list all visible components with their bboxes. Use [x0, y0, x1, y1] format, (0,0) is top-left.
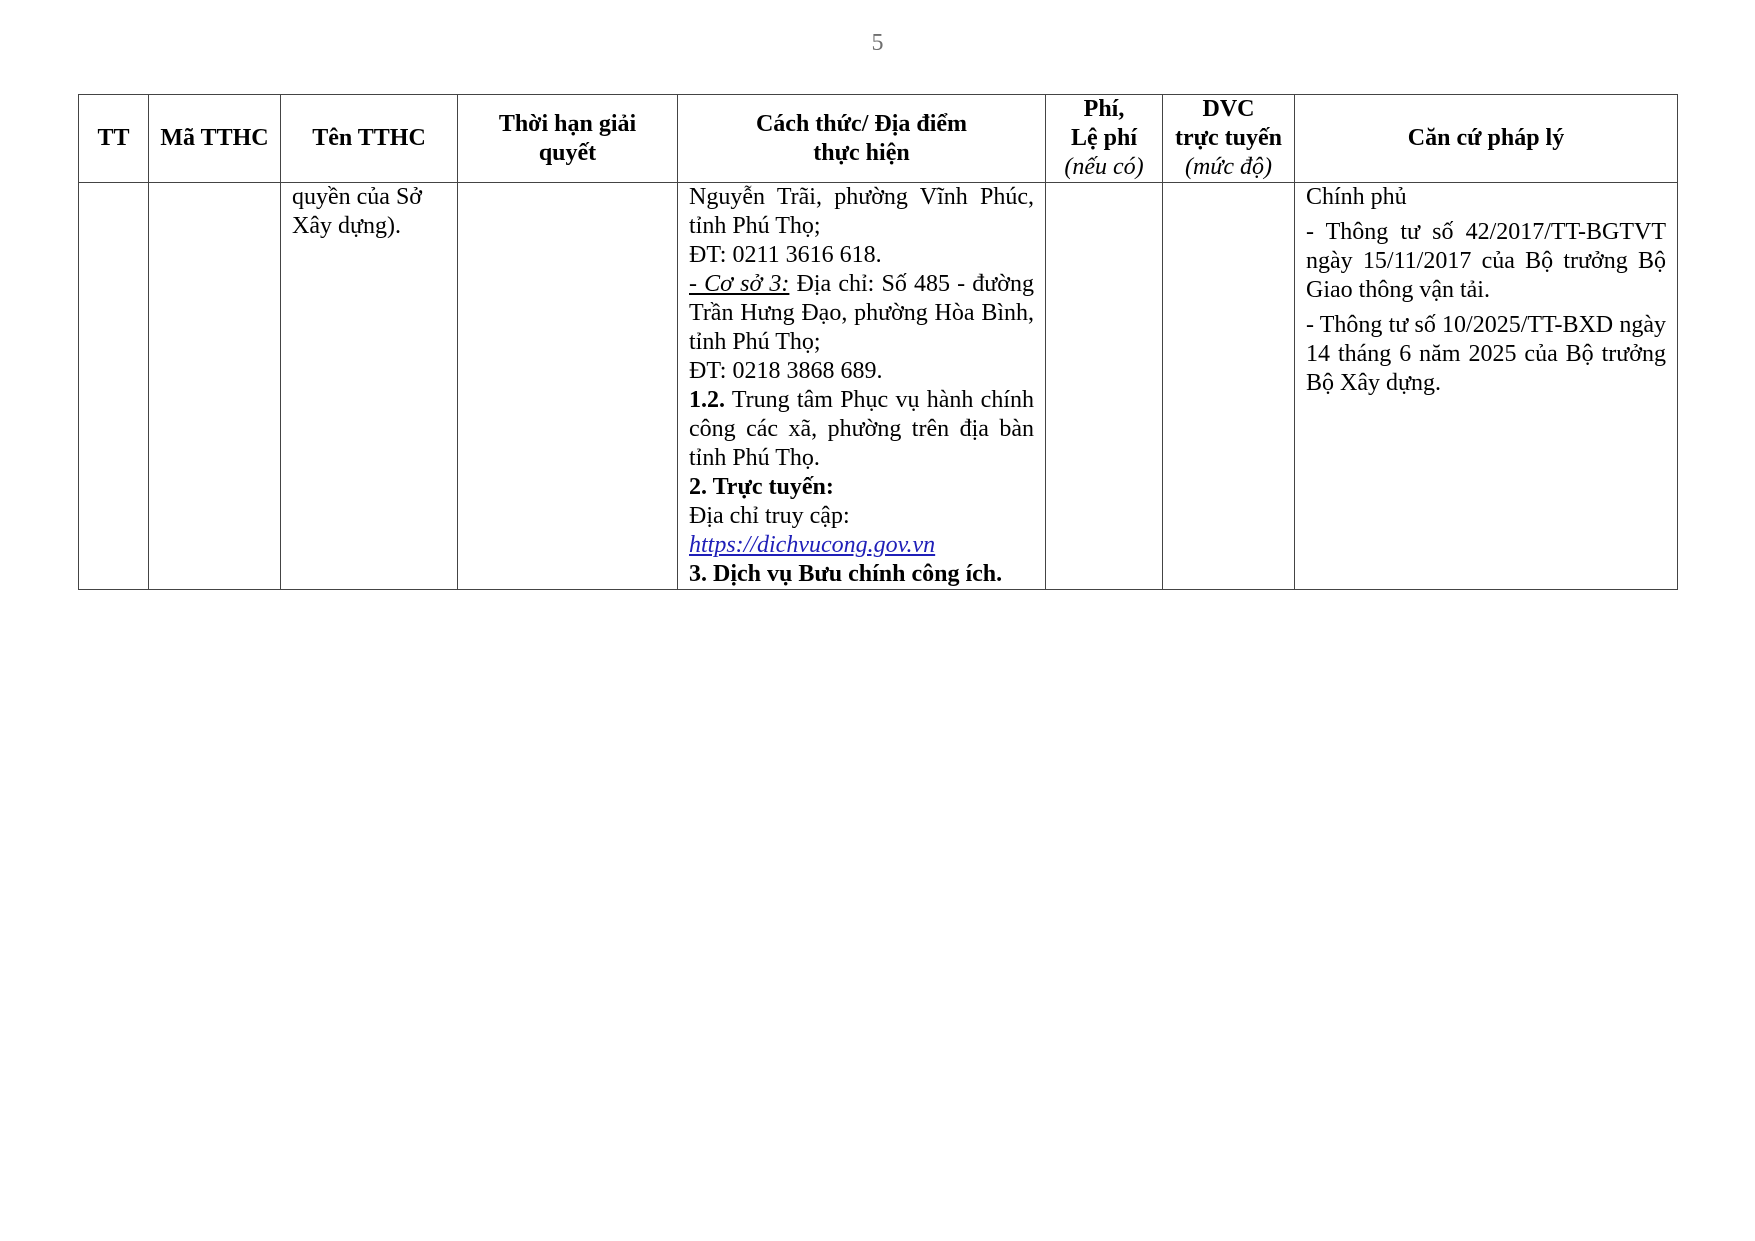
co-so-3-entry [689, 270, 1034, 357]
access-label: Địa chỉ truy cập: [689, 503, 850, 529]
address-continued: Nguyễn Trãi, phường Vĩnh Phúc, tỉnh Phú Thọ; [689, 184, 1034, 239]
phone-co-so-3: ĐT: 0218 3868 689. [689, 358, 883, 384]
procedure-table [78, 94, 1678, 590]
page-number: 5 [871, 30, 884, 56]
cell-can-cu [1295, 183, 1678, 590]
legal-basis-line-1: Chính phủ [1306, 184, 1407, 210]
cell-phi [1046, 183, 1163, 590]
header-cach-thuc [678, 95, 1046, 183]
header-phi-line1: Phí, [1083, 96, 1125, 122]
header-dvc-line2: trực tuyến [1174, 125, 1283, 151]
header-phi [1046, 95, 1163, 183]
header-cach-thuc-line2: thực hiện [813, 139, 910, 166]
access-link-line [689, 531, 1034, 560]
table-header-row [79, 95, 1678, 183]
cell-thoi-han [458, 183, 678, 590]
item-2-heading: 2. Trực tuyến: [689, 474, 834, 500]
header-ma-tthc: Mã TTHC [149, 95, 281, 183]
item-3-heading: 3. Dịch vụ Bưu chính công ích. [689, 561, 1003, 587]
table-row [79, 183, 1678, 590]
legal-basis-line-3: - Thông tư số 10/2025/TT-BXD ngày 14 tháng 6 năm 2025 của Bộ trưởng Bộ Xây dựng. [1306, 312, 1666, 396]
header-thoi-han: Thời hạn giải quyết [458, 95, 678, 183]
header-dvc [1163, 95, 1295, 183]
cell-tt [79, 183, 149, 590]
co-so-3-text: Địa chỉ: Số 485 - đường Trần Hưng Đạo, phường Hòa Bình, tỉnh Phú Thọ; [689, 271, 1034, 355]
header-phi-line2: Lệ phí [1070, 125, 1138, 151]
cell-ten-tthc: quyền của Sở Xây dựng). [281, 183, 458, 590]
phone-co-so-2: ĐT: 0211 3616 618. [689, 242, 882, 268]
header-ten-tthc: Tên TTHC [281, 95, 458, 183]
cell-dvc [1163, 183, 1295, 590]
header-cach-thuc-line1: Cách thức/ Địa điểm [755, 110, 968, 137]
legal-basis-line-2: - Thông tư số 42/2017/TT-BGTVT ngày 15/11/2017 của Bộ trưởng Bộ Giao thông vận tải. [1306, 219, 1666, 303]
header-tt: TT [79, 95, 149, 183]
portal-link[interactable]: https://dichvucong.gov.vn [689, 532, 936, 558]
header-dvc-note: (mức độ) [1184, 154, 1273, 180]
header-can-cu: Căn cứ pháp lý [1295, 95, 1678, 183]
item-1-2-number: 1.2. [689, 387, 725, 413]
cell-cach-thuc [678, 183, 1046, 590]
header-dvc-line1: DVC [1202, 96, 1255, 122]
item-1-2 [689, 386, 1034, 473]
cell-ma-tthc [149, 183, 281, 590]
header-phi-note: (nếu có) [1064, 154, 1144, 180]
item-1-2-text: Trung tâm Phục vụ hành chính công các xã, phường trên địa bàn tỉnh Phú Thọ. [689, 387, 1034, 471]
co-so-3-label: - Cơ sở 3: [689, 271, 790, 297]
